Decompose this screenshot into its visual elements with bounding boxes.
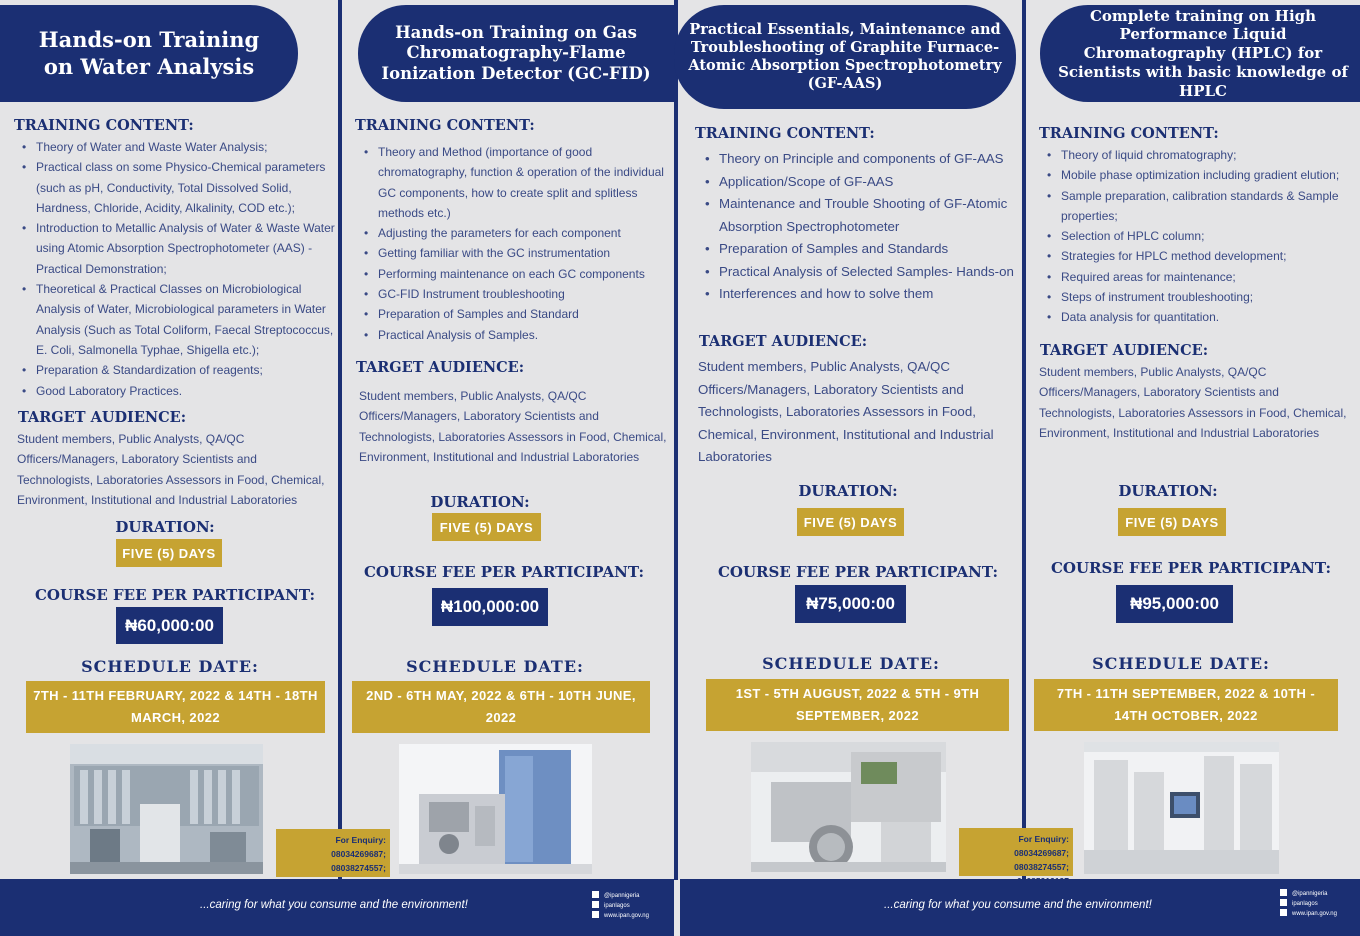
website-link[interactable]	[1280, 909, 1337, 919]
list-item: • Steps of instrument troubleshooting;	[1039, 287, 1360, 307]
footer-tagline: ...caring for what you consume and the environment!	[884, 899, 1152, 911]
globe-icon	[592, 911, 599, 918]
panel-title: Hands-on Training on Gas Chromatography-Flame Ionization Detector (GC-FID)	[358, 5, 674, 102]
schedule-badge: 1ST - 5TH AUGUST, 2022 & 5TH - 9TH SEPTEMBER, 2022	[706, 679, 1009, 731]
panel-title: Complete training on High Performance Liquid Chromatography (HPLC) for Scientists with basic knowledge of HPLC	[1040, 5, 1360, 102]
hplc-lab-photo	[1084, 742, 1279, 874]
panel-gf-aas	[678, 0, 1022, 880]
fee-badge: ₦100,000:00	[432, 588, 548, 626]
list-item: • Data analysis for quantitation.	[1039, 307, 1360, 327]
enquiry-line: For Enquiry: 08034269687;	[331, 835, 386, 859]
footer-bar	[0, 879, 674, 936]
social-links	[1280, 889, 1337, 919]
fee-heading: COURSE FEE PER PARTICIPANT:	[34, 586, 316, 604]
duration-heading: DURATION:	[798, 482, 898, 500]
twitter-handle: ipanlagos	[1292, 901, 1318, 907]
list-item: • GC-FID Instrument troubleshooting	[356, 284, 674, 304]
schedule-heading: SCHEDULE DATE:	[1092, 654, 1270, 673]
list-item: • Required areas for maintenance;	[1039, 267, 1360, 287]
footer-tagline: ...caring for what you consume and the environment!	[200, 899, 468, 911]
social-links	[592, 891, 649, 921]
schedule-badge: 7TH - 11TH FEBRUARY, 2022 & 14TH - 18TH MARCH, 2022	[26, 681, 325, 733]
target-audience-heading: TARGET AUDIENCE:	[1040, 342, 1209, 359]
website-url: www.ipan.gov.ng	[1292, 911, 1337, 917]
list-item: • Theory of Water and Waste Water Analysis;	[14, 137, 336, 157]
panel-water-analysis	[0, 0, 338, 880]
list-item: • Application/Scope of GF-AAS	[697, 171, 1022, 194]
target-audience-text: Student members, Public Analysts, QA/QC Officers/Managers, Laboratory Scientists and Technologists, Laboratories Assessors in Food, Chemical, Environment, Institutional and Industrial Laboratories	[17, 432, 325, 507]
fee-badge: ₦60,000:00	[116, 607, 223, 644]
enquiry-line: 08038274557;	[331, 863, 386, 873]
website-url: www.ipan.gov.ng	[604, 913, 649, 919]
list-item: • Practical Analysis of Samples.	[356, 325, 674, 345]
list-item: • Sample preparation, calibration standards & Sample properties;	[1039, 186, 1360, 227]
facebook-icon	[592, 891, 599, 898]
list-item: • Theoretical & Practical Classes on Microbiological Analysis of Water, Microbiological parameters in Water Analysis (Such as Total Coliform, Faecal Streptococcus, E. Coli, Salmonella Typhae, Shigella etc.);	[14, 279, 336, 360]
target-audience-text: Student members, Public Analysts, QA/QC Officers/Managers, Laboratory Scientists and Technologists, Laboratories Assessors in Food, Chemical, Environment, Institutional and Industrial Laboratories	[698, 359, 994, 464]
panel-title: Practical Essentials, Maintenance and Troubleshooting of Graphite Furnace-Atomic Absorption Spectrophotometry (GF-AAS)	[674, 5, 1016, 109]
training-content-heading: TRAINING CONTENT:	[14, 117, 194, 134]
twitter-handle: ipanlagos	[604, 903, 630, 909]
list-item: • Theory of liquid chromatography;	[1039, 145, 1360, 165]
target-audience-text: Student members, Public Analysts, QA/QC Officers/Managers, Laboratory Scientists and Technologists, Laboratories Assessors in Food, Chemical, Environment, Institutional and Industrial Laboratories	[1039, 365, 1347, 440]
water-treatment-photo	[70, 744, 263, 874]
enquiry-line: For Enquiry: 08034269687;	[1014, 834, 1069, 858]
list-item: • Selection of HPLC column;	[1039, 226, 1360, 246]
list-item: • Preparation & Standardization of reagents;	[14, 360, 336, 380]
list-item: • Theory and Method (importance of good chromatography, function & operation of the individual GC components, how to create split and splitless methods etc.)	[356, 142, 674, 223]
training-content-list	[356, 142, 674, 345]
list-item: • Strategies for HPLC method development;	[1039, 246, 1360, 266]
list-item: • Preparation of Samples and Standard	[356, 304, 674, 324]
target-audience-heading: TARGET AUDIENCE:	[356, 359, 525, 376]
training-content-heading: TRAINING CONTENT:	[355, 117, 535, 134]
enquiry-box	[959, 828, 1073, 876]
twitter-icon	[1280, 899, 1287, 906]
globe-icon	[1280, 909, 1287, 916]
training-content-heading: TRAINING CONTENT:	[695, 125, 875, 142]
list-item: • Interferences and how to solve them	[697, 283, 1022, 306]
duration-badge: FIVE (5) DAYS	[116, 539, 222, 567]
training-content-heading: TRAINING CONTENT:	[1039, 125, 1219, 142]
gc-instrument-photo	[399, 744, 592, 874]
fee-badge: ₦95,000:00	[1116, 585, 1233, 623]
target-audience-heading: TARGET AUDIENCE:	[18, 409, 187, 426]
twitter-icon	[592, 901, 599, 908]
target-audience-text: Student members, Public Analysts, QA/QC Officers/Managers, Laboratory Scientists and Technologists, Laboratories Assessors in Food, Chemical, Environment, Institutional and Industrial Laboratories	[359, 389, 667, 464]
schedule-heading: SCHEDULE DATE:	[81, 657, 259, 676]
list-item: • Practical class on some Physico-Chemical parameters (such as pH, Conductivity, Total Dissolved Solid, Hardness, Chloride, Acidity, Alkalinity, COD etc.);	[14, 157, 336, 218]
fee-heading: COURSE FEE PER PARTICIPANT:	[717, 563, 999, 581]
panel-gc-fid	[331, 0, 674, 880]
schedule-badge: 2ND - 6TH MAY, 2022 & 6TH - 10TH JUNE, 2022	[352, 681, 650, 733]
training-content-list	[697, 148, 1022, 306]
duration-badge: FIVE (5) DAYS	[797, 508, 904, 536]
target-audience-heading: TARGET AUDIENCE:	[699, 333, 868, 350]
list-item: • Adjusting the parameters for each component	[356, 223, 674, 243]
fee-badge: ₦75,000:00	[795, 585, 906, 623]
list-item: • Performing maintenance on each GC components	[356, 264, 674, 284]
duration-heading: DURATION:	[115, 518, 215, 536]
list-item: • Theory on Principle and components of GF-AAS	[697, 148, 1022, 171]
duration-heading: DURATION:	[1118, 482, 1218, 500]
list-item: • Good Laboratory Practices.	[14, 381, 336, 401]
duration-badge: FIVE (5) DAYS	[432, 513, 541, 541]
schedule-badge: 7TH - 11TH SEPTEMBER, 2022 & 10TH - 14TH OCTOBER, 2022	[1034, 679, 1338, 731]
facebook-handle: @ipannigeria	[604, 893, 640, 899]
enquiry-line: 08038274557;	[1014, 862, 1069, 872]
panel-hplc	[1014, 0, 1360, 880]
duration-badge: FIVE (5) DAYS	[1118, 508, 1226, 536]
list-item: • Preparation of Samples and Standards	[697, 238, 1022, 261]
twitter-link[interactable]	[592, 901, 649, 911]
list-item: • Practical Analysis of Selected Samples- Hands-on	[697, 261, 1022, 284]
list-item: • Maintenance and Trouble Shooting of GF-Atomic Absorption Spectrophotometer	[697, 193, 1022, 238]
training-content-list	[1039, 145, 1360, 328]
schedule-heading: SCHEDULE DATE:	[762, 654, 940, 673]
training-content-list	[14, 137, 336, 401]
facebook-icon	[1280, 889, 1287, 896]
twitter-link[interactable]	[1280, 899, 1337, 909]
website-link[interactable]	[592, 911, 649, 921]
fee-heading: COURSE FEE PER PARTICIPANT:	[363, 563, 645, 581]
duration-heading: DURATION:	[430, 493, 530, 511]
enquiry-box	[276, 829, 390, 877]
facebook-handle: @ipannigeria	[1292, 891, 1328, 897]
gf-aas-instrument-photo	[751, 742, 946, 872]
facebook-link[interactable]	[592, 891, 649, 901]
footer-bar	[680, 879, 1360, 936]
facebook-link[interactable]	[1280, 889, 1337, 899]
list-item: • Getting familiar with the GC instrumentation	[356, 243, 674, 263]
panel-title: Hands-on Training on Water Analysis	[0, 5, 298, 102]
list-item: • Introduction to Metallic Analysis of Water & Waste Water using Atomic Absorption Spectrophotometer (AAS) - Practical Demonstration;	[14, 218, 336, 279]
schedule-heading: SCHEDULE DATE:	[406, 657, 584, 676]
fee-heading: COURSE FEE PER PARTICIPANT:	[1050, 559, 1332, 577]
list-item: • Mobile phase optimization including gradient elution;	[1039, 165, 1360, 185]
